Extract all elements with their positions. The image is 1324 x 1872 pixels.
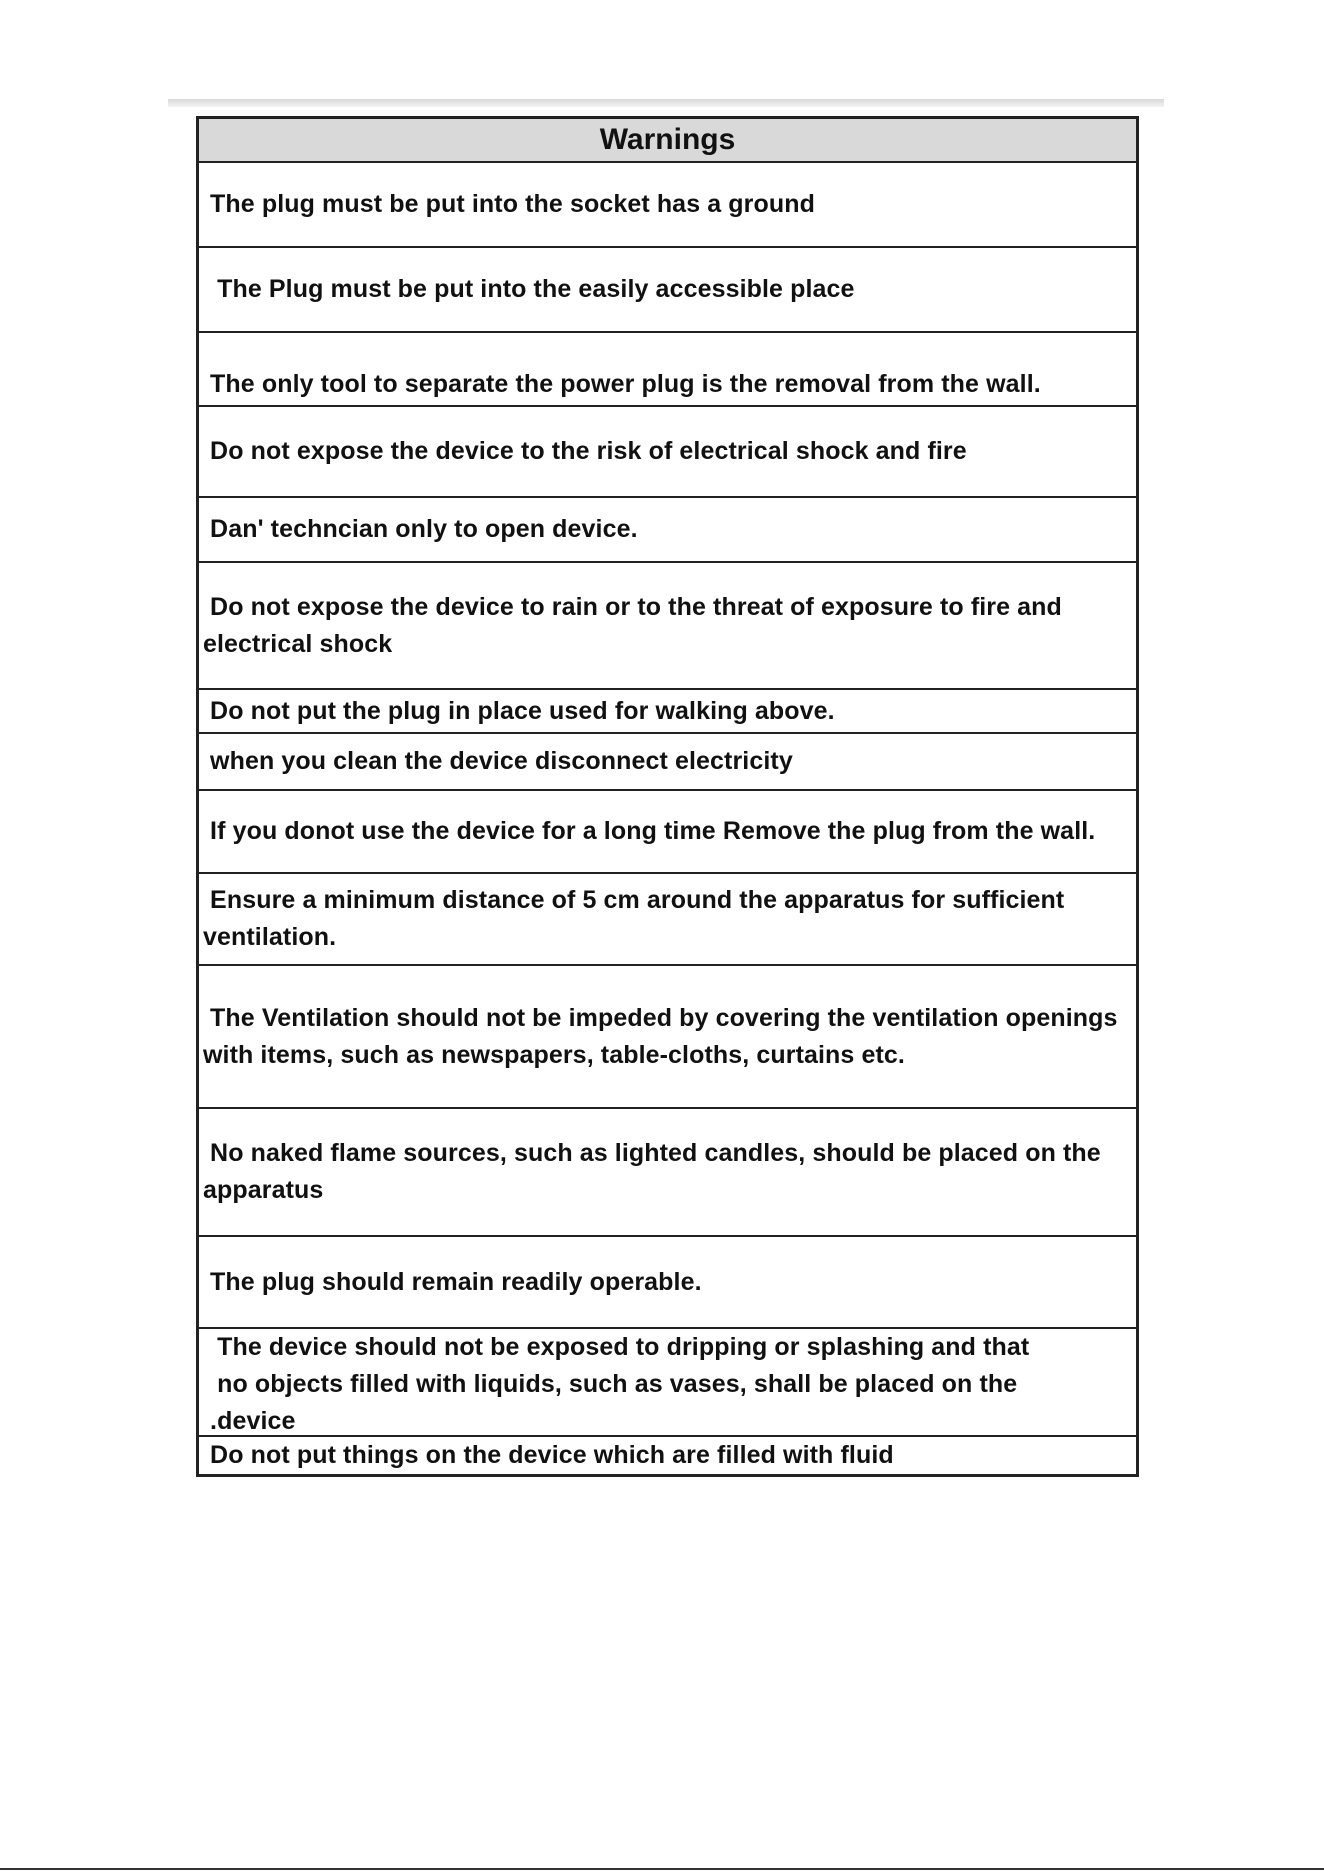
table-header: Warnings [199,119,1136,163]
table-row [199,791,1136,874]
table-row [199,734,1136,791]
row-text: If you donot use the device for a long time Remove the plug from the wall. [203,817,1096,845]
row-text: when you clean the device disconnect electricity [203,747,793,775]
row-text: Dan' techncian only to open device. [203,515,638,543]
row-text: No naked flame sources, such as lighted candles, should be placed on the apparatus [203,1139,1108,1204]
table-row [199,163,1136,248]
table-row [199,407,1136,498]
row-text: The Ventilation should not be impeded by covering the ventilation openings with items, such as newspapers, table-cloths, curtains etc. [203,1003,1125,1069]
row-text: Do not expose the device to the risk of electrical shock and fire [203,437,967,465]
table-row [199,1237,1136,1329]
row-text: The device should not be exposed to dripping or splashing and that no objects filled with liquids, such as vases, shall be placed on the .device [210,1333,1030,1435]
table-row [199,498,1136,563]
page-top-shade [168,99,1164,107]
table-row [199,333,1136,407]
row-text: The plug should remain readily operable. [203,1267,702,1296]
table-row [199,563,1136,690]
row-text: Do not put things on the device which are filled with fluid [203,1441,894,1469]
page-bottom-line [0,1868,1324,1870]
row-text: Do not put the plug in place used for walking above. [203,697,835,725]
warnings-table [196,116,1139,1477]
table-row [199,690,1136,734]
table-row [199,248,1136,333]
table-row [199,966,1136,1109]
table-row [199,1329,1136,1437]
row-text: The plug must be put into the socket has a ground [203,190,815,218]
table-row [199,874,1136,966]
row-text: Do not expose the device to rain or to the threat of exposure to fire and electrical shock [203,592,1069,658]
row-text: Ensure a minimum distance of 5 cm around the apparatus for sufficient ventilation. [203,886,1072,951]
table-row [199,1109,1136,1237]
row-text: The only tool to separate the power plug is the removal from the wall. [203,370,1041,398]
row-text: The Plug must be put into the easily accessible place [203,275,855,303]
table-row [199,1437,1136,1474]
